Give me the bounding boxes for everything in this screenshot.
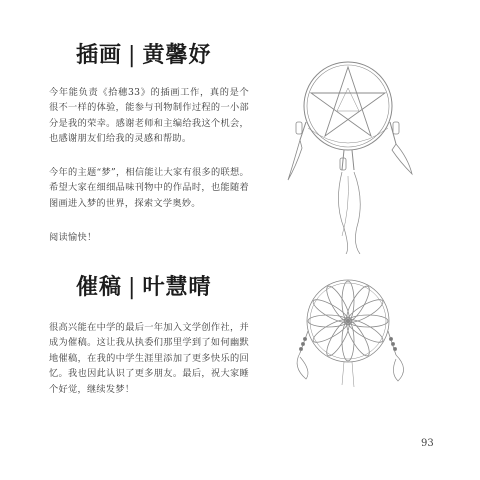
section1-paragraph-1: 今年能负责《拾穗33》的插画工作，真的是个很不一样的体验，能参与刊物制作过程的一小部分是我的荣幸。感谢老师和主编给我这个机会，也感谢朋友们给我的灵感和帮助。 <box>49 87 249 145</box>
section2-heading <box>76 270 211 301</box>
section1-separator: | <box>128 43 137 68</box>
section1-role: 插画 <box>76 43 123 68</box>
section1-heading <box>76 38 211 69</box>
section2-paragraph-1: 很高兴能在中学的最后一年加入文学创作社，并成为催稿。这让我从执委们那里学到了如何幽默地催稿，在我的中学生涯里添加了更多快乐的回忆。我也因此认识了更多朋友。最后，祝大家睡个好觉，继续发梦！ <box>49 322 249 395</box>
dreamcatcher-flower-icon <box>278 275 418 393</box>
section2-role: 催稿 <box>76 275 123 300</box>
section2-name: 叶慧晴 <box>142 275 212 300</box>
section1-paragraph-2: 今年的主题“梦”，相信能让大家有很多的联想。希望大家在细细品味刊物中的作品时，也能随着图画进入梦的世界，探索文学奥妙。 <box>49 167 249 209</box>
section2-separator: | <box>128 275 137 300</box>
dreamcatcher-star-icon <box>278 58 418 254</box>
section1-name: 黄馨妤 <box>142 43 212 68</box>
page-number: 93 <box>421 438 434 449</box>
section1-paragraph-3: 阅读愉快！ <box>49 232 97 243</box>
